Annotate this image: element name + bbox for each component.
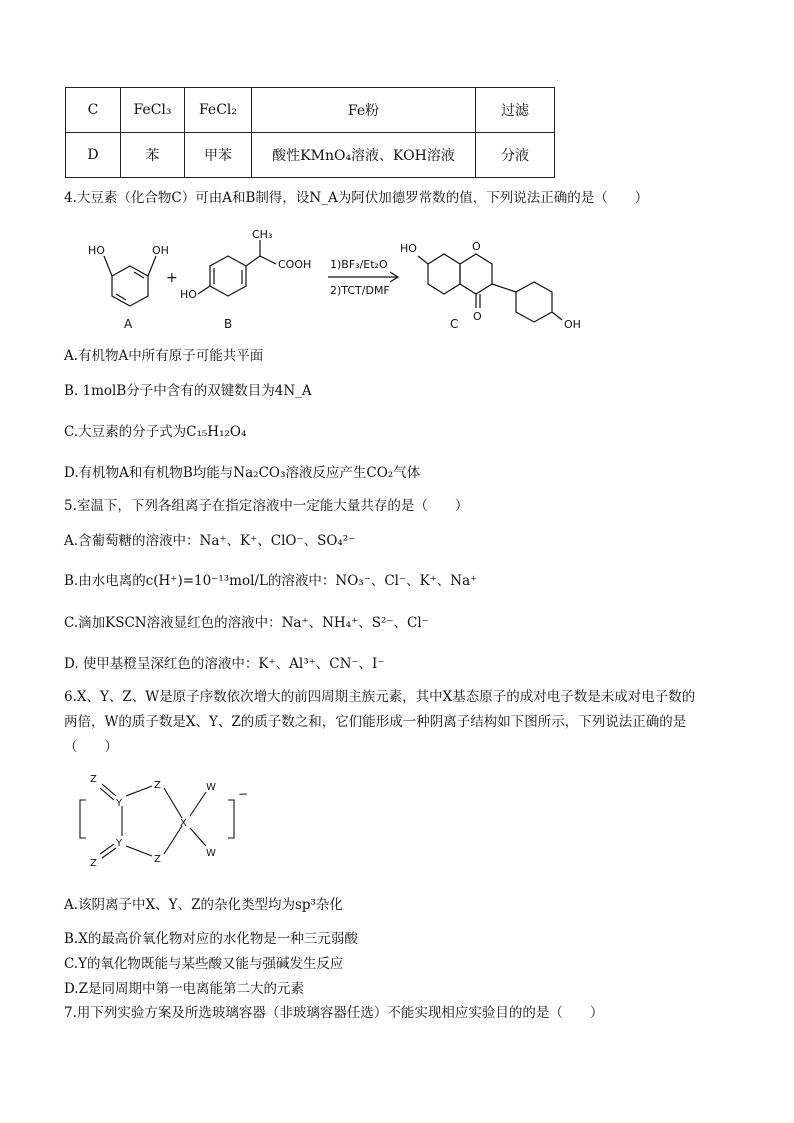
question-6-option-d: D.Z是同周期中第一电离能第二大的元素 — [64, 981, 305, 997]
ring-c-right — [516, 282, 552, 322]
question-5-option-b: B.由水电离的c(H⁺)=10⁻¹³mol/L的溶液中：NO₃⁻、Cl⁻、K⁺、Na⁺ — [64, 573, 478, 589]
question-5-option-a: A.含葡萄糖的溶液中：Na⁺、K⁺、ClO⁻、SO₄²⁻ — [64, 533, 356, 549]
c-oh-label: OH — [564, 318, 581, 331]
b-ch3-label: CH₃ — [252, 228, 273, 241]
table-cell: C — [66, 88, 121, 133]
table-cell: 甲苯 — [185, 133, 252, 178]
question-4-stem: 4.大豆素（化合物C）可由A和B制得，设N_A为阿伏加德罗常数的值，下列说法正确的是（ ） — [64, 190, 649, 206]
c-carbonyl-o-label: O — [473, 310, 482, 323]
table-cell: 分液 — [476, 133, 555, 178]
structure-y-bottom: Y — [116, 838, 123, 849]
table-cell: FeCl₂ — [185, 88, 252, 133]
table-cell: 过滤 — [476, 88, 555, 133]
structure-z-lower: Z — [154, 854, 161, 865]
structure-w-top: W — [206, 782, 216, 793]
table-cell: 酸性KMnO₄溶液、KOH溶液 — [252, 133, 476, 178]
a-oh-label: OH — [152, 244, 169, 257]
table-row — [66, 133, 555, 178]
question-4-option-b: B. 1molB分子中含有的双键数目为4N_A — [64, 383, 312, 399]
options-table — [65, 87, 555, 178]
a-ho-label: HO — [88, 244, 105, 257]
reaction-scheme — [80, 228, 600, 336]
ring-a — [112, 266, 148, 306]
question-7-stem: 7.用下列实验方案及所选玻璃容器（非玻璃容器任选）不能实现相应实验目的的是（ ） — [64, 1005, 604, 1021]
question-6-stem-line-2: 两倍，W的质子数是X、Y、Z的质子数之和，它们能形成一种阴离子结构如下图所示，下列说法正确的是 — [64, 714, 687, 730]
anion-structure — [74, 766, 254, 872]
condition-2: 2)TCT/DMF — [330, 284, 390, 297]
c-ring-o-label: O — [472, 240, 481, 253]
structure-z-upper: Z — [154, 780, 161, 791]
question-6-option-a: A.该阴离子中X、Y、Z的杂化类型均为sp³杂化 — [64, 897, 343, 913]
structure-z-top: Z — [90, 774, 97, 785]
question-4-option-d: D.有机物A和有机物B均能与Na₂CO₃溶液反应产生CO₂气体 — [64, 465, 421, 481]
structure-x-center: X — [180, 818, 187, 829]
structure-y-top: Y — [116, 798, 123, 809]
question-4-option-c: C.大豆素的分子式为C₁₅H₁₂O₄ — [64, 424, 247, 440]
plus-sign: + — [166, 270, 178, 286]
table-cell: Fe粉 — [252, 88, 476, 133]
structure-z-bottom: Z — [90, 858, 97, 869]
structure-w-bottom: W — [206, 848, 216, 859]
compound-a-label: A — [124, 317, 133, 331]
table-row — [66, 88, 555, 133]
c-ho-label: HO — [400, 242, 417, 255]
ring-c-left — [428, 254, 460, 294]
question-6-stem-line-1: 6.X、Y、Z、W是原子序数依次增大的前四周期主族元素，其中X基态原子的成对电子数是未成对电子数的 — [64, 689, 696, 705]
question-6-stem-line-3: （ ） — [64, 739, 118, 755]
condition-1: 1)BF₃/Et₂O — [330, 258, 388, 271]
ring-c-middle — [460, 254, 492, 294]
ring-b — [210, 256, 246, 296]
compound-c-label: C — [450, 317, 459, 331]
table-cell: D — [66, 133, 121, 178]
table-cell: 苯 — [121, 133, 185, 178]
b-ho-label: HO — [180, 288, 197, 301]
question-5-stem: 5.室温下，下列各组离子在指定溶液中一定能大量共存的是（ ） — [64, 498, 469, 514]
compound-b-label: B — [224, 317, 233, 331]
question-6-option-b: B.X的最高价氧化物对应的水化物是一种三元弱酸 — [64, 931, 358, 947]
table-cell: FeCl₃ — [121, 88, 185, 133]
question-5-option-d: D. 使甲基橙呈深红色的溶液中：K⁺、Al³⁺、CN⁻、I⁻ — [64, 656, 385, 672]
question-5-option-c: C.滴加KSCN溶液显红色的溶液中：Na⁺、NH₄⁺、S²⁻、Cl⁻ — [64, 615, 429, 631]
b-cooh-label: COOH — [278, 258, 312, 271]
question-4-option-a: A.有机物A中所有原子可能共平面 — [64, 348, 264, 364]
question-6-option-c: C.Y的氧化物既能与某些酸又能与强碱发生反应 — [64, 956, 344, 972]
structure-charge: − — [238, 787, 249, 801]
